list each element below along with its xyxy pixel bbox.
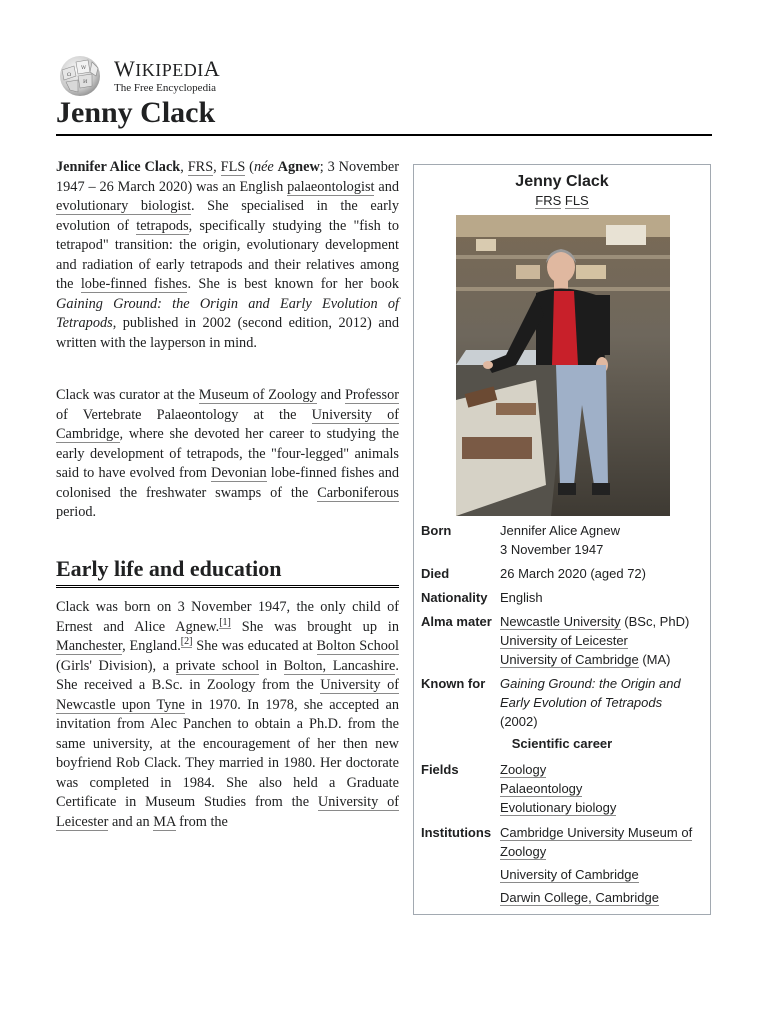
ma-link[interactable]: MA	[153, 813, 176, 830]
bolton-school-link[interactable]: Bolton School	[316, 638, 399, 654]
evolutionary-biologist-link[interactable]: evolutionary biologist	[56, 198, 191, 214]
infobox-fls-link[interactable]: FLS	[564, 193, 589, 208]
lobe-finned-fishes-link[interactable]: lobe-finned fishes	[80, 276, 188, 292]
wikipedia-globe-icon	[56, 54, 104, 98]
frs-link[interactable]: FRS	[187, 159, 214, 175]
infobox-field-palaeontology-link[interactable]: Palaeontology	[500, 781, 583, 796]
university-of-cambridge-link[interactable]: University of Cambridge	[56, 406, 400, 442]
university-of-leicester-link[interactable]: University of Leicester	[56, 794, 399, 830]
infobox-inst-darwin-link[interactable]: Darwin College, Cambridge	[500, 890, 659, 905]
lead-paragraph-1: Jennifer Alice Clack, FRS, FLS (née Agnew; 3 November 1947 – 26 March 2020) was an English palaeontologist and evolutionary biologist. She specialised in the early evolution of tetrapods, specifically studying the "fish to tetrapod" transition: the origin, evolutionary development and radiation of early tetrapods and their relatives among the lobe-finned fishes. She is best known for her book Gaining Ground: the Origin and Early Evolution of Tetrapods, published in 2002 (second edition, 2012) and written with the layperson in mind.	[56, 159, 400, 351]
infobox-frs-link[interactable]: FRS	[535, 193, 562, 208]
wikipedia-logo[interactable]	[56, 54, 220, 98]
svg-text:И: И	[83, 79, 88, 85]
section-heading-early-life: Early life and education	[56, 555, 399, 588]
infobox-newcastle-link[interactable]: Newcastle University	[500, 614, 621, 629]
palaeontologist-link[interactable]: palaeontologist	[287, 178, 375, 195]
reference-1-link[interactable]: [1]	[219, 616, 231, 628]
page-title: Jenny Clack	[56, 96, 712, 136]
reference-2-link[interactable]: [2]	[180, 636, 193, 648]
fls-link[interactable]: FLS	[220, 159, 246, 175]
infobox-title: Jenny Clack	[515, 173, 609, 190]
lead-paragraph-2: Clack was curator at the Museum of Zoology and Professor of Vertebrate Palaeontology at the University of Cambridge, where she devoted her career to studying the early development of tetrapods, the "four-legged" animals said to have evolved from Devonian lobe-finned fishes and colonised the freshwater swamps of the Carboniferous period.	[56, 387, 400, 520]
infobox-field-evolutionary-biology-link[interactable]: Evolutionary biology	[500, 800, 617, 815]
newcastle-university-link[interactable]: University of Newcastle upon Tyne	[56, 677, 399, 713]
bolton-lancashire-link[interactable]: Bolton, Lancashire	[283, 657, 396, 674]
portrait-photo[interactable]	[456, 215, 670, 516]
wikipedia-tagline: The Free Encyclopedia	[114, 82, 217, 94]
devonian-link[interactable]: Devonian	[211, 465, 267, 481]
wikipedia-wordmark: WIKIPEDIA The Free Encyclopedia	[114, 56, 221, 94]
svg-text:W: W	[81, 65, 87, 71]
infobox-cambridge-link[interactable]: University of Cambridge	[500, 652, 639, 667]
infobox-field-zoology-link[interactable]: Zoology	[500, 762, 547, 777]
carboniferous-link[interactable]: Carboniferous	[317, 484, 399, 501]
svg-text:Ω: Ω	[67, 72, 72, 78]
manchester-link[interactable]: Manchester	[56, 638, 123, 654]
infobox-inst-museum-link[interactable]: Cambridge University Museum of Zoology	[500, 825, 693, 859]
infobox-leicester-link[interactable]: University of Leicester	[500, 633, 628, 648]
early-life-paragraph: Clack was born on 3 November 1947, the only child of Ernest and Alice Agnew.[1] She was brought up in Manchester, England.[2] She was educated at Bolton School (Girls' Division), a private school in Bolton, Lancashire. She received a B.Sc. in Zoology from the University of Newcastle upon Tyne in 1970. In 1978, she accepted an invitation from Alec Panchen to obtain a Ph.D. from the same university, at the encouragement of her then new boyfriend Rob Clack. They married in 1980. Her doctorate was completed in 1984. She also held a Graduate Certificate in Museum Studies from the University of Leicester and an MA from the	[56, 599, 399, 830]
infobox-inst-cambridge-link[interactable]: University of Cambridge	[500, 867, 639, 882]
infobox-post-nominals	[414, 193, 710, 208]
professor-link[interactable]: Professor	[344, 387, 399, 403]
tetrapods-link[interactable]: tetrapods	[136, 217, 189, 234]
infobox-scientific-career-heading: Scientific career	[511, 736, 613, 751]
private-school-link[interactable]: private school	[175, 657, 260, 674]
museum-of-zoology-link[interactable]: Museum of Zoology	[198, 387, 317, 403]
infobox: Jenny Clack FRS FLS Born Jennifer Alice Agnew 3 November 1947 Died 26 March 2020 (aged 72) Nationality English Alma mater Newcastle University (BSc, PhD) University of Leicester University of Cambridge (MA) Known for Gaining Ground: the Origin and Early Evolution of Tetrapods (2002) Scientific career Fields Zoology Palaeontology Evolutionary biology Institutions Cambridge University Museum of Zoology University of Cambridge Darwin College, Cambridge	[413, 164, 711, 915]
